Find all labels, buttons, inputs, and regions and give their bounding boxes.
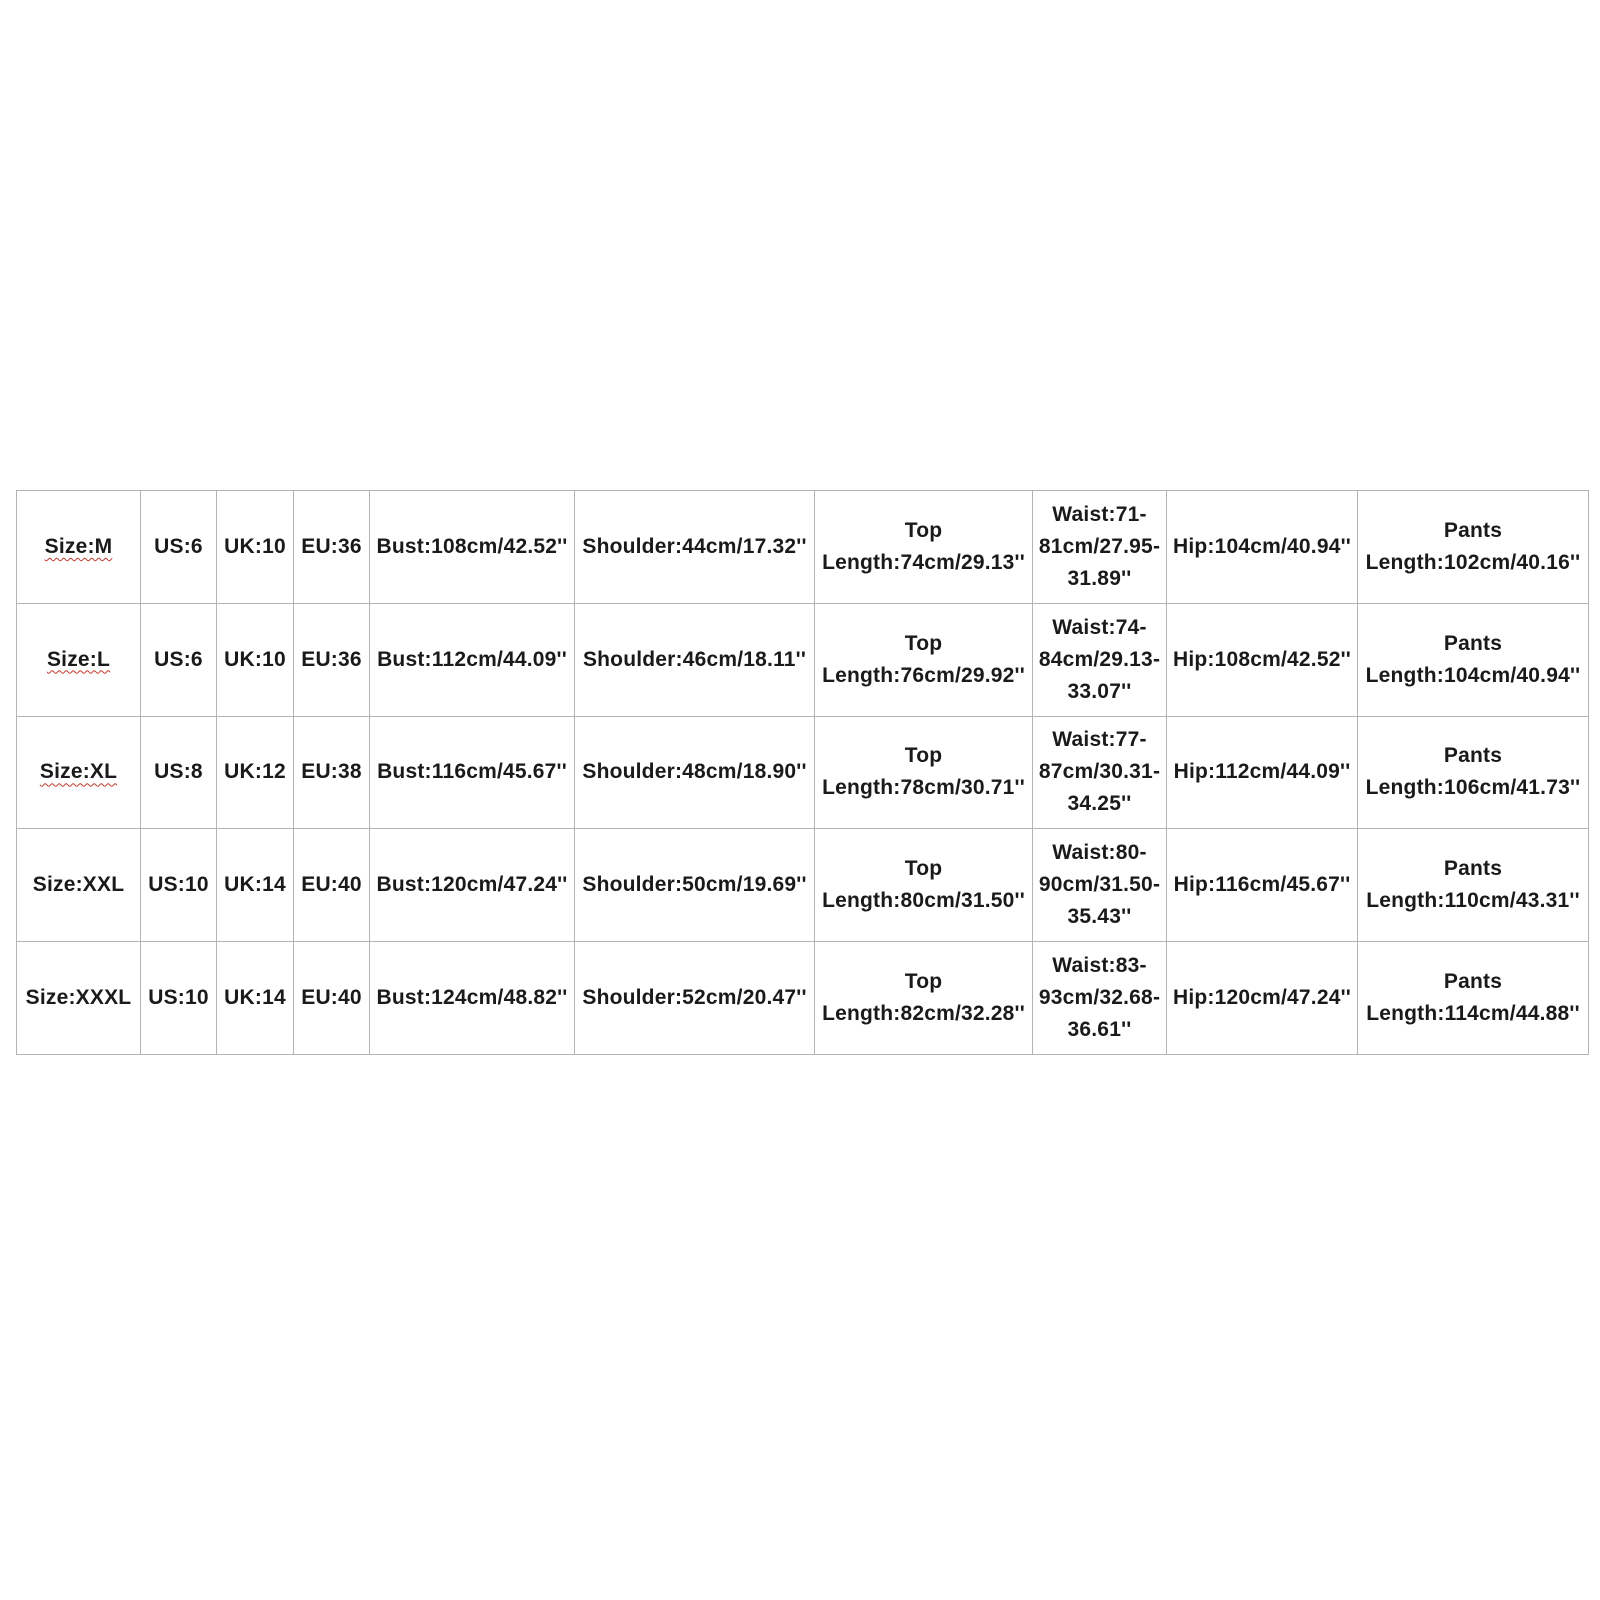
top-length-cell	[815, 603, 1033, 716]
size-label-cell	[17, 716, 141, 829]
pants-length-text: Pants Length:114cm/44.88''	[1366, 970, 1580, 1026]
eu-size-cell	[294, 603, 370, 716]
eu-size-text: EU:40	[301, 986, 362, 1010]
eu-size-text: EU:40	[301, 873, 362, 897]
us-size-cell	[141, 942, 217, 1055]
bust-cell	[370, 942, 575, 1055]
bust-cell	[370, 491, 575, 604]
bust-text: Bust:108cm/42.52''	[376, 534, 568, 558]
us-size-cell	[141, 491, 217, 604]
hip-cell	[1167, 942, 1358, 1055]
hip-text: Hip:112cm/44.09''	[1173, 760, 1351, 784]
waist-cell	[1033, 603, 1167, 716]
waist-cell	[1033, 829, 1167, 942]
uk-size-cell	[217, 829, 294, 942]
uk-size-text: UK:10	[224, 647, 286, 671]
us-size-cell	[141, 829, 217, 942]
waist-text: Waist:80- 90cm/31.50- 35.43''	[1038, 841, 1161, 929]
table-row	[17, 603, 1589, 716]
size-chart-table	[16, 490, 1589, 1055]
table-row	[17, 942, 1589, 1055]
us-size-text: US:8	[154, 760, 203, 784]
table-row	[17, 829, 1589, 942]
top-length-text: Top Length:80cm/31.50''	[822, 857, 1025, 913]
table-row	[17, 491, 1589, 604]
bust-text: Bust:124cm/48.82''	[376, 986, 568, 1010]
top-length-text: Top Length:76cm/29.92''	[822, 631, 1025, 687]
shoulder-text: Shoulder:44cm/17.32''	[582, 534, 807, 558]
eu-size-text: EU:36	[301, 534, 362, 558]
eu-size-cell	[294, 829, 370, 942]
waist-cell	[1033, 716, 1167, 829]
hip-cell	[1167, 829, 1358, 942]
top-length-text: Top Length:78cm/30.71''	[822, 744, 1025, 800]
top-length-cell	[815, 829, 1033, 942]
bust-cell	[370, 603, 575, 716]
size-label-cell	[17, 491, 141, 604]
shoulder-text: Shoulder:50cm/19.69''	[582, 873, 807, 897]
table-row	[17, 716, 1589, 829]
size-label-cell	[17, 603, 141, 716]
shoulder-text: Shoulder:52cm/20.47''	[582, 986, 807, 1010]
eu-size-text: EU:36	[301, 647, 362, 671]
bust-text: Bust:112cm/44.09''	[377, 647, 567, 671]
top-length-cell	[815, 491, 1033, 604]
waist-text: Waist:74- 84cm/29.13- 33.07''	[1038, 615, 1161, 703]
waist-cell	[1033, 491, 1167, 604]
hip-text: Hip:120cm/47.24''	[1173, 986, 1351, 1010]
pants-length-text: Pants Length:106cm/41.73''	[1365, 744, 1581, 800]
uk-size-cell	[217, 942, 294, 1055]
uk-size-cell	[217, 491, 294, 604]
shoulder-cell	[575, 603, 815, 716]
waist-text: Waist:77- 87cm/30.31- 34.25''	[1038, 728, 1161, 816]
waist-cell	[1033, 942, 1167, 1055]
shoulder-text: Shoulder:46cm/18.11''	[582, 647, 807, 671]
shoulder-cell	[575, 829, 815, 942]
us-size-text: US:10	[148, 986, 209, 1010]
pants-length-cell	[1358, 491, 1589, 604]
size-label: Size:XL	[39, 760, 118, 784]
pants-length-cell	[1358, 942, 1589, 1055]
bust-cell	[370, 829, 575, 942]
top-length-cell	[815, 716, 1033, 829]
waist-text: Waist:83- 93cm/32.68- 36.61''	[1038, 954, 1161, 1042]
bust-text: Bust:116cm/45.67''	[377, 760, 567, 784]
hip-cell	[1167, 603, 1358, 716]
hip-text: Hip:116cm/45.67''	[1173, 873, 1351, 897]
eu-size-cell	[294, 942, 370, 1055]
eu-size-text: EU:38	[301, 760, 362, 784]
uk-size-text: UK:14	[224, 873, 286, 897]
uk-size-cell	[217, 603, 294, 716]
uk-size-cell	[217, 716, 294, 829]
bust-cell	[370, 716, 575, 829]
uk-size-text: UK:14	[224, 986, 286, 1010]
pants-length-text: Pants Length:102cm/40.16''	[1365, 518, 1581, 574]
size-label: Size:XXL	[32, 873, 125, 897]
size-label: Size:M	[44, 534, 113, 558]
shoulder-cell	[575, 942, 815, 1055]
eu-size-cell	[294, 491, 370, 604]
uk-size-text: UK:10	[224, 534, 286, 558]
us-size-cell	[141, 603, 217, 716]
size-label: Size:L	[46, 647, 111, 671]
us-size-text: US:10	[148, 873, 209, 897]
pants-length-cell	[1358, 829, 1589, 942]
eu-size-cell	[294, 716, 370, 829]
us-size-cell	[141, 716, 217, 829]
hip-text: Hip:104cm/40.94''	[1173, 534, 1351, 558]
size-label-cell	[17, 942, 141, 1055]
shoulder-cell	[575, 491, 815, 604]
top-length-cell	[815, 942, 1033, 1055]
us-size-text: US:6	[154, 534, 203, 558]
pants-length-text: Pants Length:104cm/40.94''	[1365, 631, 1581, 687]
hip-cell	[1167, 491, 1358, 604]
top-length-text: Top Length:82cm/32.28''	[822, 970, 1025, 1026]
uk-size-text: UK:12	[224, 760, 286, 784]
size-label: Size:XXXL	[25, 986, 132, 1010]
pants-length-text: Pants Length:110cm/43.31''	[1366, 857, 1580, 913]
shoulder-cell	[575, 716, 815, 829]
top-length-text: Top Length:74cm/29.13''	[822, 518, 1025, 574]
hip-text: Hip:108cm/42.52''	[1173, 647, 1351, 671]
bust-text: Bust:120cm/47.24''	[376, 873, 568, 897]
us-size-text: US:6	[154, 647, 203, 671]
waist-text: Waist:71- 81cm/27.95- 31.89''	[1038, 502, 1161, 590]
shoulder-text: Shoulder:48cm/18.90''	[582, 760, 807, 784]
hip-cell	[1167, 716, 1358, 829]
size-chart-body	[17, 491, 1589, 1055]
pants-length-cell	[1358, 716, 1589, 829]
pants-length-cell	[1358, 603, 1589, 716]
size-label-cell	[17, 829, 141, 942]
